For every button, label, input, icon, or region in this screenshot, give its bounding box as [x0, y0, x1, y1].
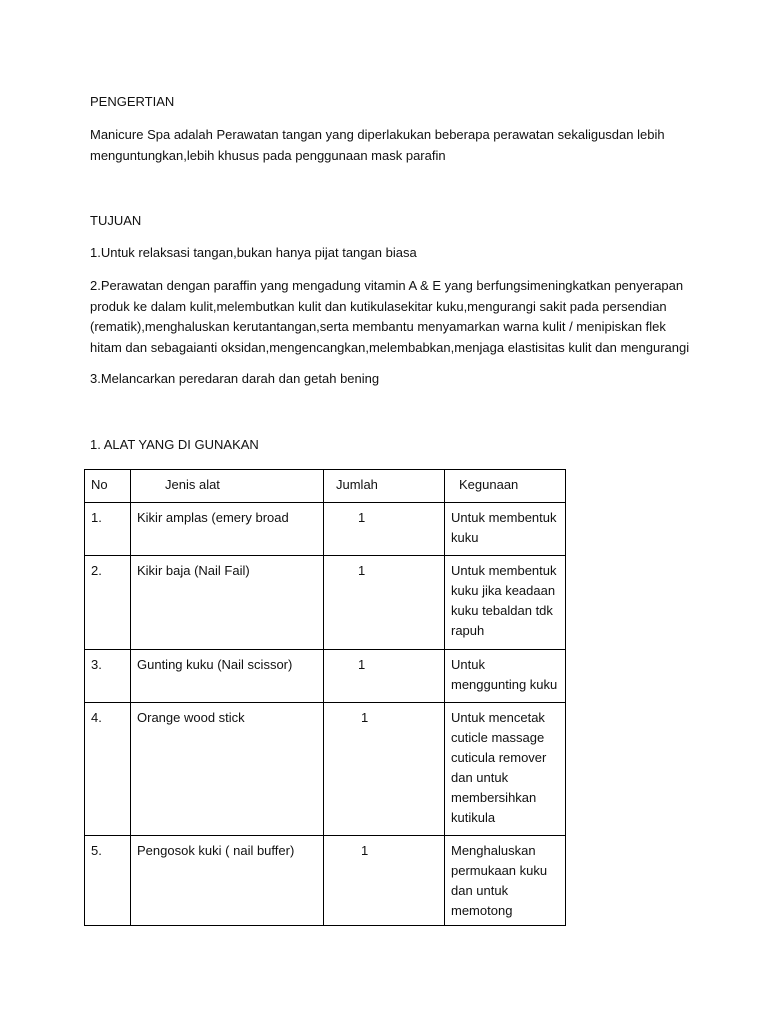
table-row — [85, 503, 566, 556]
column-header-jumlah: Jumlah — [324, 470, 445, 503]
cell-no: 4. — [85, 703, 131, 836]
column-header-jenis-alat: Jenis alat — [131, 470, 324, 503]
cell-jenis-alat: Kikir amplas (emery broad — [131, 503, 324, 556]
tujuan-heading: TUJUAN — [90, 213, 142, 228]
pengertian-heading: PENGERTIAN — [90, 94, 175, 109]
cell-jenis-alat: Kikir baja (Nail Fail) — [131, 556, 324, 650]
tujuan-item-2-line-1: 2.Perawatan dengan paraffin yang mengadung vitamin A & E yang berfungsimeningkatkan penyerapan — [90, 278, 684, 293]
table-header-row — [85, 470, 566, 503]
cell-jenis-alat: Pengosok kuki ( nail buffer) — [131, 836, 324, 926]
column-header-kegunaan: Kegunaan — [445, 470, 566, 503]
cell-kegunaan: Untuk mencetak cuticle massage cuticula remover dan untuk membersihkan kutikula — [445, 703, 566, 836]
cell-no: 5. — [85, 836, 131, 926]
cell-jumlah: 1 — [324, 703, 445, 836]
alat-heading: 1. ALAT YANG DI GUNAKAN — [90, 437, 259, 452]
cell-jumlah: 1 — [324, 503, 445, 556]
cell-kegunaan: Untuk membentuk kuku jika keadaan kuku tebaldan tdk rapuh — [445, 556, 566, 650]
cell-jenis-alat: Orange wood stick — [131, 703, 324, 836]
column-header-no: No — [85, 470, 131, 503]
tujuan-item-2-line-2: produk ke dalam kulit,melembutkan kulit dan kutikulasekitar kuku,mengurangi sakit pada persendian — [90, 298, 667, 314]
pengertian-line-2: menguntungkan,lebih khusus pada penggunaan mask parafin — [90, 147, 446, 163]
cell-kegunaan: Untuk menggunting kuku — [445, 650, 566, 703]
tujuan-item-3: 3.Melancarkan peredaran darah dan getah bening — [90, 371, 380, 386]
cell-no: 1. — [85, 503, 131, 556]
cell-kegunaan: Menghaluskan permukaan kuku dan untuk memotong — [445, 836, 566, 926]
pengertian-line-1: Manicure Spa adalah Perawatan tangan yang diperlakukan beberapa perawatan sekaligusdan lebih — [90, 127, 665, 142]
tujuan-item-1: 1.Untuk relaksasi tangan,bukan hanya pijat tangan biasa — [90, 245, 417, 260]
table-row — [85, 836, 566, 926]
alat-table — [84, 469, 566, 926]
table-row — [85, 650, 566, 703]
table-row — [85, 703, 566, 836]
tujuan-item-2-line-4: hitam dan sebagaianti oksidan,mengencangkan,melembabkan,menjaga elastisitas kulit dan mengurangi — [90, 339, 690, 355]
cell-no: 2. — [85, 556, 131, 650]
table-row — [85, 556, 566, 650]
cell-jumlah: 1 — [324, 836, 445, 926]
cell-no: 3. — [85, 650, 131, 703]
cell-jenis-alat: Gunting kuku (Nail scissor) — [131, 650, 324, 703]
cell-kegunaan: Untuk membentuk kuku — [445, 503, 566, 556]
cell-jumlah: 1 — [324, 556, 445, 650]
tujuan-item-2-line-3: (rematik),menghaluskan kerutantangan,serta membantu menyamarkan warna kulit / menipiskan flek — [90, 319, 666, 334]
cell-jumlah: 1 — [324, 650, 445, 703]
